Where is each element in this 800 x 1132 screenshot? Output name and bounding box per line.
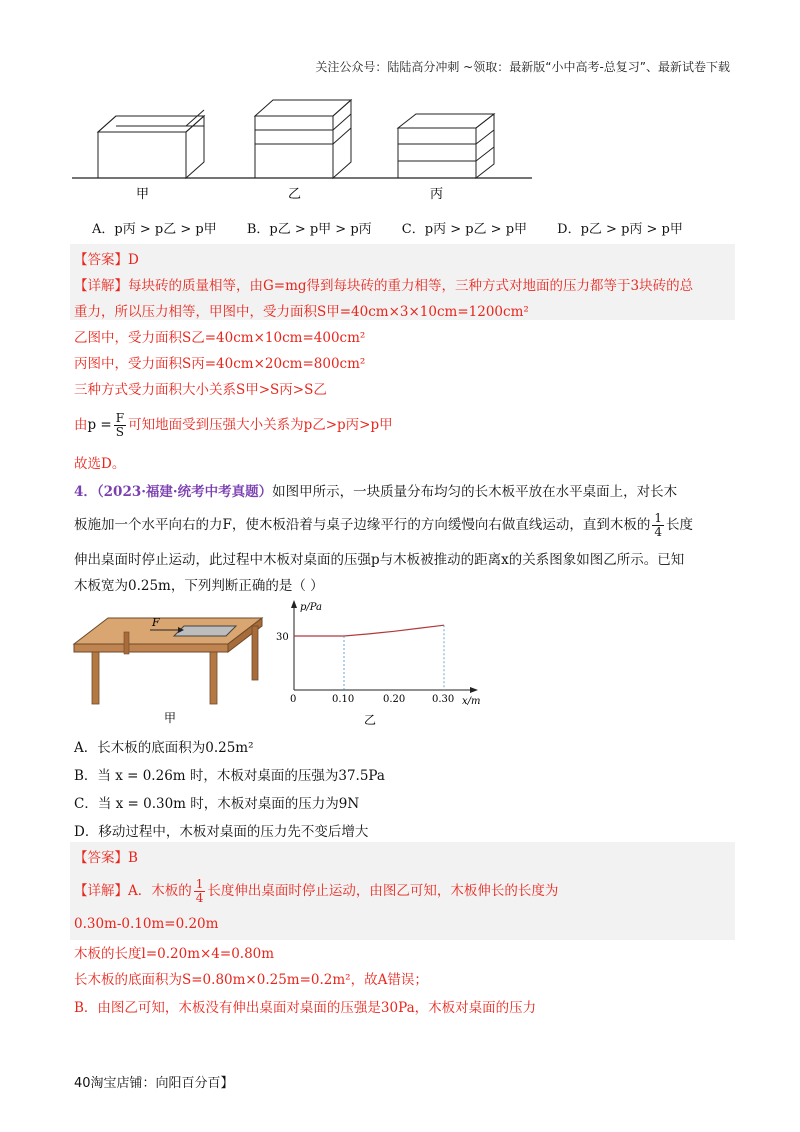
q4-source: （2023·福建·统考中考真题）	[96, 484, 273, 500]
force-label: F	[152, 616, 160, 629]
x-tick-0-10: 0.10	[332, 694, 355, 705]
x-axis-label: x/m	[462, 696, 481, 707]
brick-stack-jia	[98, 110, 204, 178]
fig1-label-yi: 乙	[288, 187, 302, 202]
q3-option-c: C．p丙 > p乙 > p甲	[401, 222, 528, 237]
formula-lhs: p =	[87, 417, 112, 433]
q4-detail-5: B．由图乙可知，木板没有伸出桌面对桌面的压强是30Pa，木板对桌面的压力	[74, 1000, 537, 1016]
pressure-curve	[294, 625, 444, 636]
q4-detail-2: 0.30m-0.10m=0.20m	[74, 916, 219, 932]
q3-answer: 【答案】D	[74, 252, 139, 268]
q3-option-b: B．p乙 > p甲 > p丙	[246, 222, 372, 237]
q4-number: 4．	[74, 484, 97, 500]
page-header: 关注公众号：陆陆高分冲刺 ~领取：最新版“小中高考-总复习”、最新试卷下载	[315, 60, 730, 74]
q4-answer: 【答案】B	[74, 850, 138, 866]
q3-option-d: D．p乙 > p丙 > p甲	[557, 222, 683, 237]
q3-detail-7: 故选D。	[74, 456, 126, 472]
y-tick-30: 30	[276, 632, 289, 643]
fig1-label-jia: 甲	[136, 187, 150, 202]
page-footer: 40淘宝店铺：向阳百分百】	[74, 1076, 234, 1091]
x-tick-0: 0	[290, 694, 297, 705]
chart-caption-yi: 乙	[364, 713, 377, 727]
formula-denominator: S	[115, 425, 125, 439]
wooden-board	[174, 626, 236, 636]
q4-detail-1: 【详解】A．木板的 $\frac{1}{4}$ 长度伸出桌面时停止运动，由图乙可知，木板伸长的长度为	[74, 877, 559, 905]
q3-options	[92, 218, 709, 237]
q3-detail-3: 乙图中，受力面积S乙=40cm×10cm=400cm²	[74, 330, 366, 346]
brick-stack-bing	[398, 114, 494, 178]
q4-option-c: C．当 x = 0.30m 时，木板对桌面的压力为9N	[74, 796, 360, 812]
q3-detail-2: 重力，所以压力相等，甲图中，受力面积S甲=40cm×3×10cm=1200cm²	[74, 304, 529, 320]
q4-line-2: 板施加一个水平向右的力F，使木板沿着与桌子边缘平行的方向缓慢向右做直线运动，直到木板的 $\frac{1}{4}$ 长度	[74, 511, 694, 539]
x-tick-0-20: 0.20	[383, 694, 406, 705]
q4-detail-3: 木板的长度l=0.20m×4=0.80m	[74, 946, 275, 962]
fig1-label-bing: 丙	[430, 187, 444, 202]
x-tick-0-30: 0.30	[432, 694, 455, 705]
formula-numerator: F	[115, 411, 125, 425]
q4-option-b: B．当 x = 0.26m 时，木板对桌面的压强为37.5Pa	[74, 768, 385, 784]
q4-line-3: 伸出桌面时停止运动，此过程中木板对桌面的压强p与木板被推动的距离x的关系图象如图乙所示。已知	[74, 552, 685, 568]
q4-option-d: D．移动过程中，木板对桌面的压力先不变后增大	[74, 824, 369, 840]
pressure-distance-chart	[272, 596, 492, 728]
q3-option-a: A．p丙 > p乙 > p甲	[92, 222, 217, 237]
brick-stack-yi	[255, 100, 351, 178]
q3-detail-1: 【详解】每块砖的质量相等，由G=mg得到每块砖的重力相等，三种方式对地面的压力都等于3块砖的总	[74, 278, 694, 294]
q3-detail-5: 三种方式受力面积大小关系S甲>S丙>S乙	[74, 382, 327, 398]
q4-detail-4: 长木板的底面积为S=0.80m×0.25m=0.2m²，故A错误；	[74, 972, 428, 988]
table-caption-jia: 甲	[164, 711, 177, 724]
q3-detail-4: 丙图中，受力面积S丙=40cm×20cm=800cm²	[74, 356, 366, 372]
q4-line-1: 4．（2023·福建·统考中考真题）如图甲所示，一块质量分布均匀的长木板平放在水平桌面上，对长木	[74, 484, 678, 500]
brick-figure	[70, 92, 540, 202]
q4-line-4: 木板宽为0.25m，下列判断正确的是（ ）	[74, 578, 324, 594]
q4-option-a: A．长木板的底面积为0.25m²	[74, 740, 254, 756]
y-axis-label: p/Pa	[300, 602, 323, 613]
q3-detail-6: 由p = $\frac{F}{S}$ 可知地面受到压强大小关系为p乙>p丙>p甲	[74, 411, 393, 439]
table-figure	[70, 612, 270, 724]
